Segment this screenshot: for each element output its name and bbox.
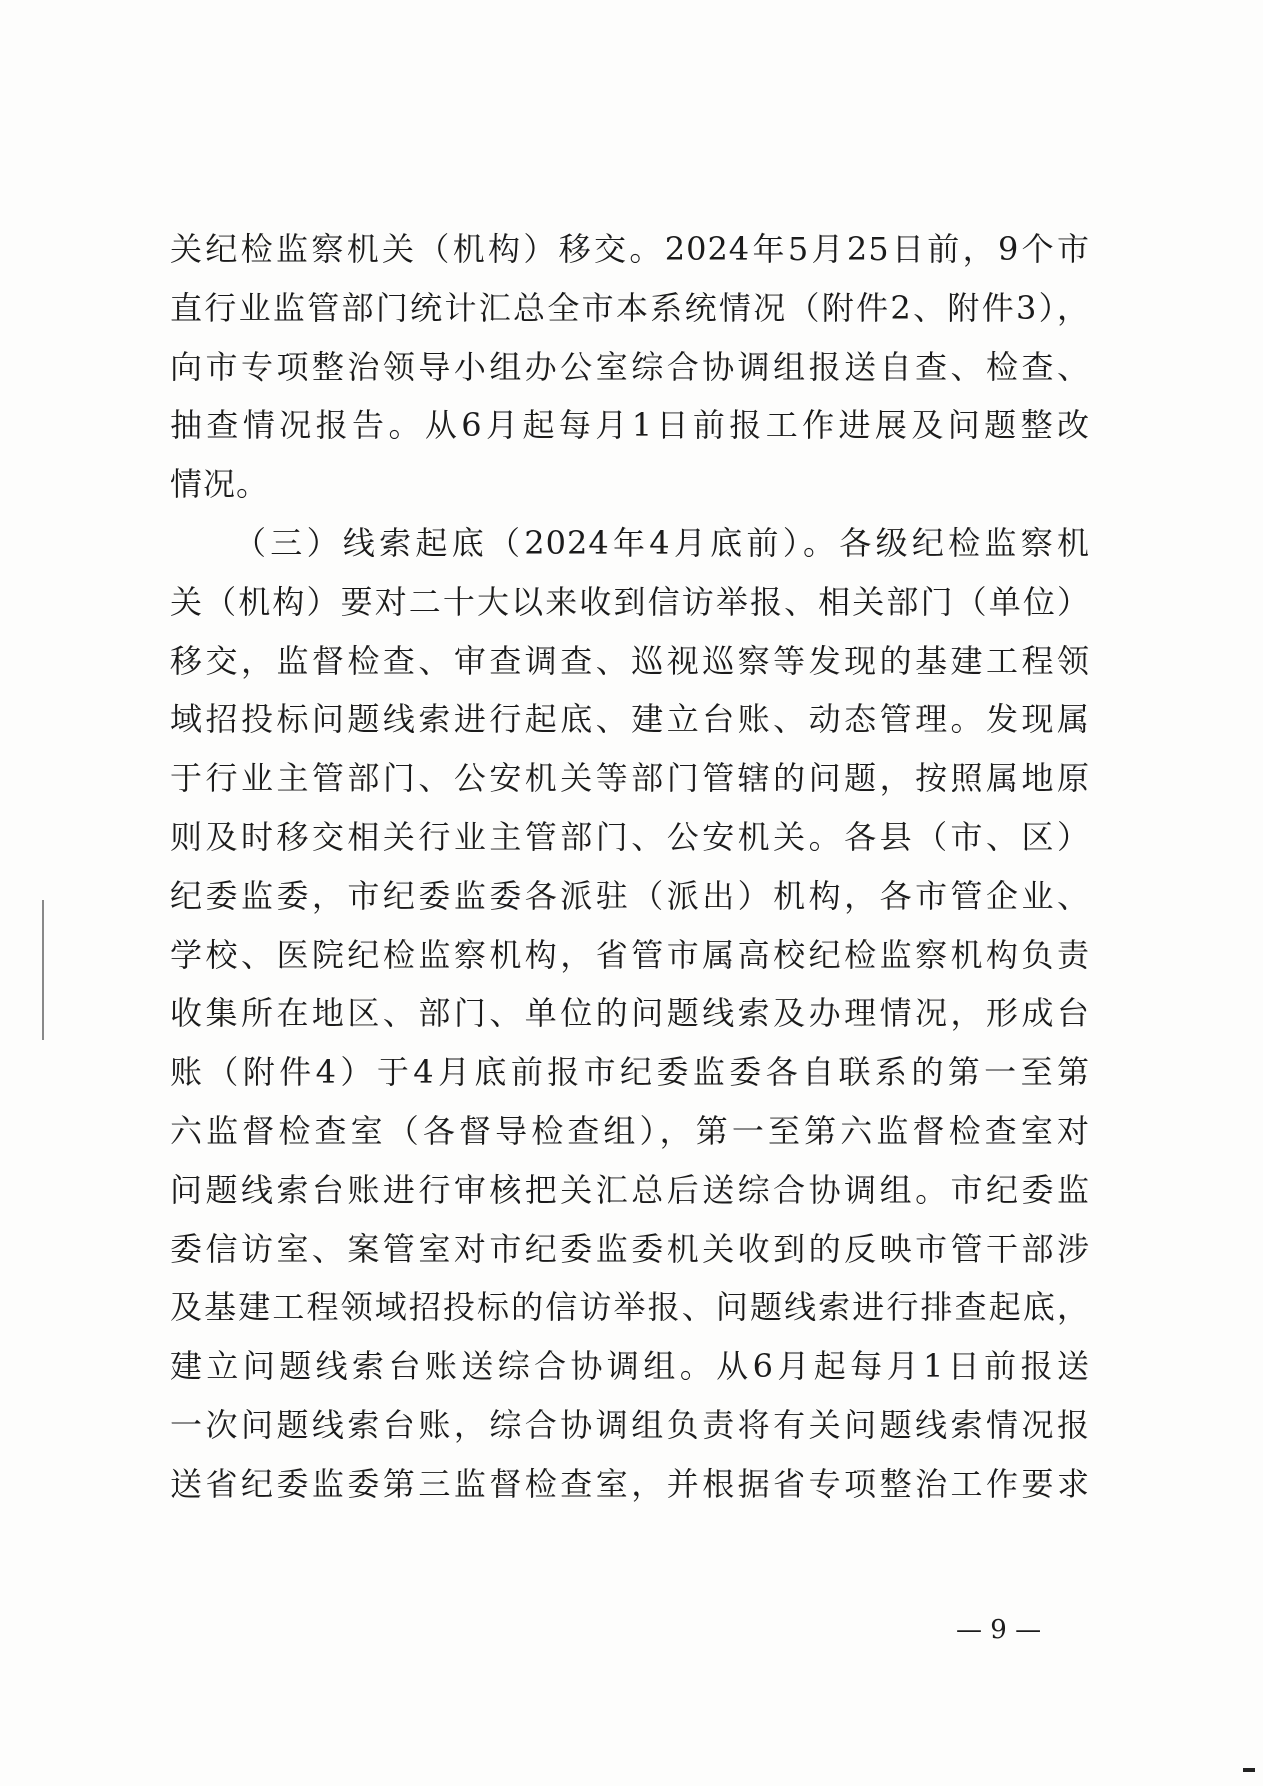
text-line: 问题线索台账进行审核把关汇总后送综合协调组。市纪委监	[170, 1170, 1090, 1209]
text-line: 及基建工程领域招投标的信访举报、问题线索进行排查起底，	[170, 1288, 1090, 1327]
text-line: 学校、医院纪检监察机构，省管市属高校纪检监察机构负责	[170, 935, 1090, 974]
text-line: 情况。	[170, 465, 270, 504]
text-line: 建立问题线索台账送综合协调组。从6月起每月1日前报送	[170, 1347, 1090, 1386]
text-line: 一次问题线索台账，综合协调组负责将有关问题线索情况报	[170, 1405, 1090, 1444]
text-line: 关（机构）要对二十大以来收到信访举报、相关部门（单位）	[170, 582, 1090, 621]
text-line: 直行业监管部门统计汇总全市本系统情况（附件2、附件3），	[170, 288, 1090, 327]
text-line: 关纪检监察机关（机构）移交。2024年5月25日前，9个市	[170, 230, 1090, 268]
text-line: 向市专项整治领导小组办公室综合协调组报送自查、检查、	[170, 347, 1090, 386]
scan-corner-mark	[1243, 1768, 1255, 1772]
page-number: — 9 —	[956, 1615, 1042, 1645]
body-text	[170, 220, 1090, 1514]
text-line: 送省纪委监委第三监督检查室，并根据省专项整治工作要求	[170, 1464, 1090, 1503]
text-line: 域招投标问题线索进行起底、建立台账、动态管理。发现属	[170, 700, 1090, 739]
scan-edge-mark	[42, 900, 44, 1040]
text-line: 移交，监督检查、审查调查、巡视巡察等发现的基建工程领	[170, 641, 1090, 680]
text-line: （三）线索起底（2024年4月底前）。各级纪检监察机	[234, 523, 1090, 562]
text-line: 于行业主管部门、公安机关等部门管辖的问题，按照属地原	[170, 759, 1090, 798]
text-line: 收集所在地区、部门、单位的问题线索及办理情况，形成台	[170, 994, 1090, 1033]
text-line: 委信访室、案管室对市纪委监委机关收到的反映市管干部涉	[170, 1229, 1090, 1268]
text-line: 纪委监委，市纪委监委各派驻（派出）机构，各市管企业、	[170, 876, 1090, 915]
text-line: 六监督检查室（各督导检查组），第一至第六监督检查室对	[170, 1111, 1090, 1150]
text-line: 抽查情况报告。从6月起每月1日前报工作进展及问题整改	[170, 406, 1090, 445]
text-line: 则及时移交相关行业主管部门、公安机关。各县（市、区）	[170, 817, 1090, 856]
text-line: 账（附件4）于4月底前报市纪委监委各自联系的第一至第	[170, 1053, 1090, 1092]
